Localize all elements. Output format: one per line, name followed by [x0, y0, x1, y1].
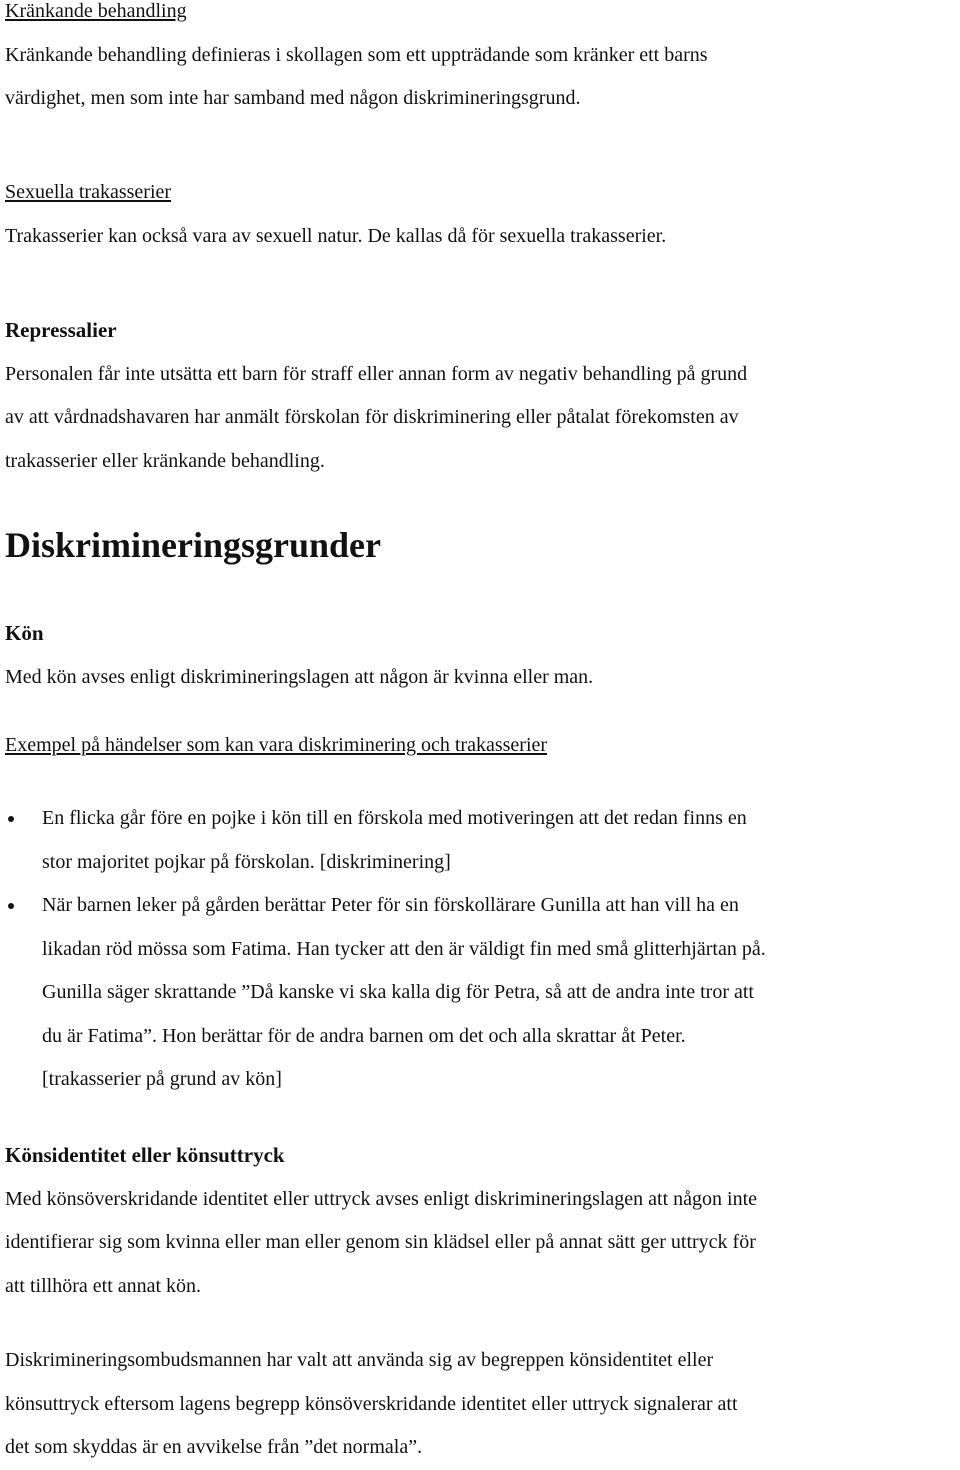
section-repressalier [5, 309, 960, 483]
list-item-line: En flicka går före en pojke i kön till en förskola med motiveringen att det redan finns en [42, 807, 747, 829]
list-item-line: När barnen leker på gården berättar Peter för sin förskollärare Gunilla att han vill ha en [42, 894, 739, 916]
section-sexuella [5, 171, 960, 258]
paragraph-line: trakasserier eller kränkande behandling. [5, 449, 325, 472]
list-item-line: likadan röd mössa som Fatima. Han tycker att den är väldigt fin med små glitterhjärtan på. [42, 937, 766, 960]
bullet-list [5, 797, 960, 1102]
paragraph-line: värdighet, men som inte har samband med någon diskrimineringsgrund. [5, 87, 581, 109]
paragraph-line: Diskrimineringsombudsmannen har valt att använda sig av begreppen könsidentitet eller [5, 1349, 714, 1371]
paragraph-line: Med könsöverskridande identitet eller uttryck avses enligt diskrimineringslagen att någon inte [5, 1187, 758, 1210]
section-ombudsmannen [5, 1339, 960, 1470]
list-item-line: du är Fatima”. Hon berättar för de andra barnen om det och alla skrattar åt Peter. [42, 1024, 686, 1047]
section-krankande [5, 0, 960, 121]
paragraph-line: Trakasserier kan också vara av sexuell natur. De kallas då för sexuella trakasserier. [5, 224, 667, 247]
paragraph-line: Personalen får inte utsätta ett barn för straff eller annan form av negativ behandling på grund [5, 362, 748, 385]
examples-heading [5, 724, 960, 768]
heading-repressalier: Repressalier [5, 318, 117, 342]
heading-krankande: Kränkande behandling [5, 0, 187, 22]
examples-list [5, 797, 960, 1102]
examples-heading-text: Exempel på händelser som kan vara diskriminering och trakasserier [5, 734, 548, 756]
heading-sexuella: Sexuella trakasserier [5, 181, 172, 203]
list-item [5, 797, 960, 884]
paragraph-line: det som skyddas är en avvikelse från ”det normala”. [5, 1436, 423, 1458]
paragraph-line: könsuttryck eftersom lagens begrepp könsöverskridande identitet eller uttryck signalerar att [5, 1392, 738, 1415]
heading-diskrimineringsgrunder: Diskrimineringsgrunder [5, 525, 382, 565]
heading-konsidentitet: Könsidentitet eller könsuttryck [5, 1143, 285, 1167]
section-konsidentitet [5, 1134, 960, 1308]
list-item-line: stor majoritet pojkar på förskolan. [diskriminering] [42, 850, 451, 873]
list-item-line: Gunilla säger skrattande ”Då kanske vi ska kalla dig för Petra, så att de andra inte tror att [42, 981, 754, 1003]
bullet-icon [8, 903, 14, 909]
list-item [5, 884, 960, 1102]
bullet-icon [8, 816, 14, 822]
paragraph-line: Med kön avses enligt diskrimineringslagen att någon är kvinna eller man. [5, 665, 594, 688]
paragraph-line: identifierar sig som kvinna eller man eller genom sin klädsel eller på annat sätt ger uttryck för [5, 1231, 756, 1253]
paragraph-line: att tillhöra ett annat kön. [5, 1274, 202, 1297]
paragraph-line: Kränkande behandling definieras i skollagen som ett uppträdande som kränker ett barns [5, 43, 708, 66]
section-kon [5, 612, 960, 699]
paragraph-line: av att vårdnadshavaren har anmält förskolan för diskriminering eller påtalat förekomsten av [5, 406, 739, 428]
heading-kon: Kön [5, 621, 44, 645]
list-item-line: [trakasserier på grund av kön] [42, 1068, 282, 1090]
